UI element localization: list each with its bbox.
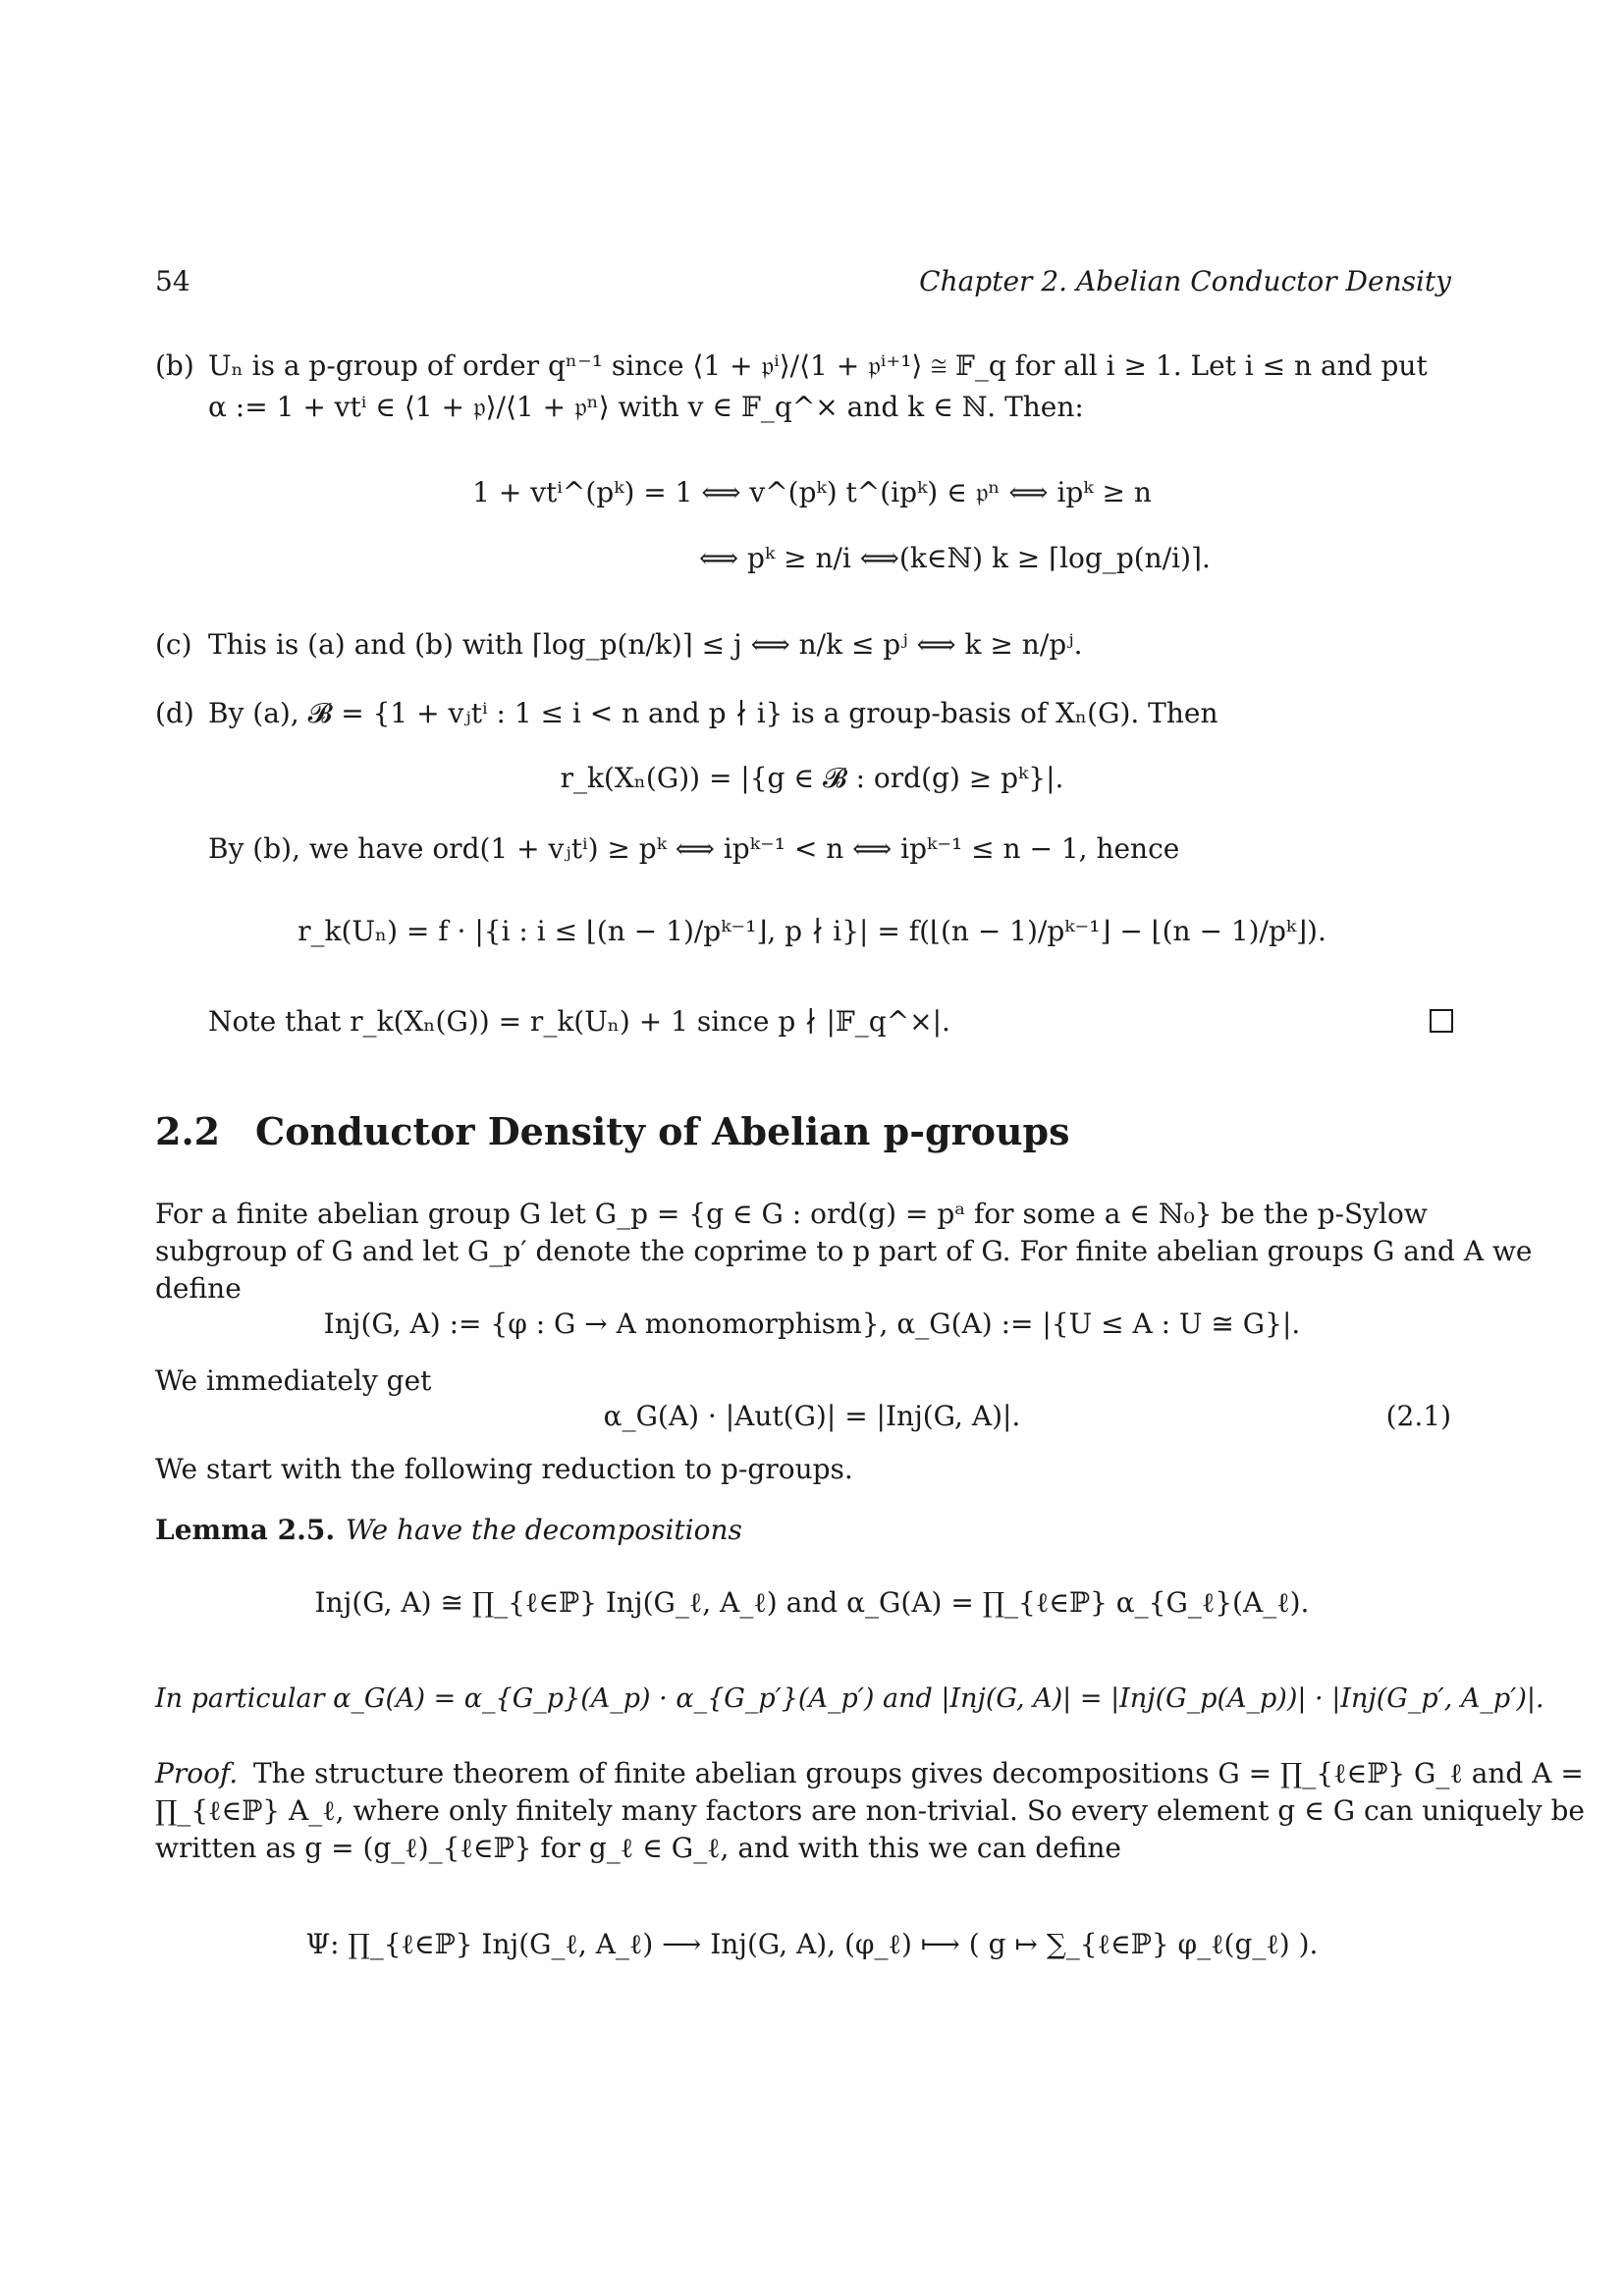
proof-line1: The structure theorem of finite abelian groups gives decompositions G = ∏_{ℓ∈ℙ} G_ℓ and A = (253, 1757, 1584, 1789)
intro-line5: We start with the following reduction to p-groups. (155, 1453, 853, 1485)
item-b-label: (b) (155, 349, 194, 382)
item-c-label: (c) (155, 628, 192, 661)
running-title: Chapter 2. Abelian Conductor Density (919, 265, 1451, 297)
equation-number: (2.1) (1385, 1400, 1451, 1432)
page-number: 54 (155, 265, 190, 297)
section-number: 2.2 (155, 1109, 221, 1153)
lemma-statement: We have the decompositions (346, 1514, 742, 1546)
proof-line2: ∏_{ℓ∈ℙ} A_ℓ, where only finitely many factors are non-trivial. So every element g ∈ G can uniquely be (155, 1794, 1585, 1827)
proof-equation: Ψ: ∏_{ℓ∈ℙ} Inj(G_ℓ, A_ℓ) ⟶ Inj(G, A), (φ_ℓ) ⟼ ( g ↦ ∑_{ℓ∈ℙ} φ_ℓ(g_ℓ) ). (305, 1928, 1319, 1960)
item-d-equation-2: r_k(Uₙ) = f · |{i : i ≤ ⌊(n − 1)/pᵏ⁻¹⌋, p ∤ i}| = f(⌊(n − 1)/pᵏ⁻¹⌋ − ⌊(n − 1)/pᵏ⌋). (298, 915, 1326, 947)
equation-2-1: α_G(A) · |Aut(G)| = |Inj(G, A)|. (603, 1400, 1021, 1432)
item-b-line1: Uₙ is a p-group of order qⁿ⁻¹ since ⟨1 + 𝔭ⁱ⟩/⟨1 + 𝔭ⁱ⁺¹⟩ ≅ 𝔽_q for all i ≥ 1. Let i ≤ n and put (208, 349, 1428, 382)
item-c-text: This is (a) and (b) with ⌈log_p(n/k)⌉ ≤ j ⟺ n/k ≤ pʲ ⟺ k ≥ n/pʲ. (208, 628, 1083, 661)
definition-equation: Inj(G, A) := {φ : G → A monomorphism}, α_G(A) := |{U ≤ A : U ≅ G}|. (323, 1308, 1301, 1340)
item-b-equation-1: 1 + vtⁱ^(pᵏ) = 1 ⟺ v^(pᵏ) t^(ipᵏ) ∈ 𝔭ⁿ ⟺ ipᵏ ≥ n (472, 476, 1152, 508)
intro-line2: subgroup of G and let G_p′ denote the coprime to p part of G. For finite abelian groups G and A we (155, 1235, 1533, 1267)
item-d-line2: By (b), we have ord(1 + vⱼtⁱ) ≥ pᵏ ⟺ ipᵏ⁻¹ < n ⟺ ipᵏ⁻¹ ≤ n − 1, hence (208, 832, 1180, 865)
item-d-equation-1: r_k(Xₙ(G)) = |{g ∈ 𝓑 : ord(g) ≥ pᵏ}|. (560, 762, 1064, 794)
intro-line3: define (155, 1272, 242, 1305)
item-d-line1: By (a), 𝓑 = {1 + vⱼtⁱ : 1 ≤ i < n and p ∤ i} is a group-basis of Xₙ(G). Then (208, 697, 1218, 729)
intro-line1: For a finite abelian group G let G_p = {g ∈ G : ord(g) = pᵃ for some a ∈ ℕ₀} be the p-Sylow (155, 1198, 1428, 1230)
item-b-equation-2: ⟺ pᵏ ≥ n/i ⟺(k∈ℕ) k ≥ ⌈log_p(n/i)⌉. (699, 542, 1211, 574)
intro-line4: We immediately get (155, 1364, 432, 1397)
item-b-line2: α := 1 + vtⁱ ∈ ⟨1 + 𝔭⟩/⟨1 + 𝔭ⁿ⟩ with v ∈ 𝔽_q^× and k ∈ ℕ. Then: (208, 391, 1084, 423)
proof-label: Proof. (155, 1757, 239, 1789)
lemma-equation: Inj(G, A) ≅ ∏_{ℓ∈ℙ} Inj(G_ℓ, A_ℓ) and α_G(A) = ∏_{ℓ∈ℙ} α_{G_ℓ}(A_ℓ). (314, 1586, 1310, 1619)
item-d-line3: Note that r_k(Xₙ(G)) = r_k(Uₙ) + 1 since p ∤ |𝔽_q^×|. (208, 1005, 950, 1038)
proof-line3: written as g = (g_ℓ)_{ℓ∈ℙ} for g_ℓ ∈ G_ℓ, and with this we can define (155, 1832, 1122, 1864)
qed-symbol (1430, 1009, 1453, 1033)
section-title: Conductor Density of Abelian p-groups (255, 1109, 1070, 1153)
lemma-label: Lemma 2.5. (155, 1514, 336, 1546)
item-d-label: (d) (155, 697, 194, 729)
lemma-particular: In particular α_G(A) = α_{G_p}(A_p) · α_{G_p′}(A_p′) and |Inj(G, A)| = |Inj(G_p(A_p))| · |Inj(G_p′, A_p′)|. (155, 1683, 1544, 1714)
